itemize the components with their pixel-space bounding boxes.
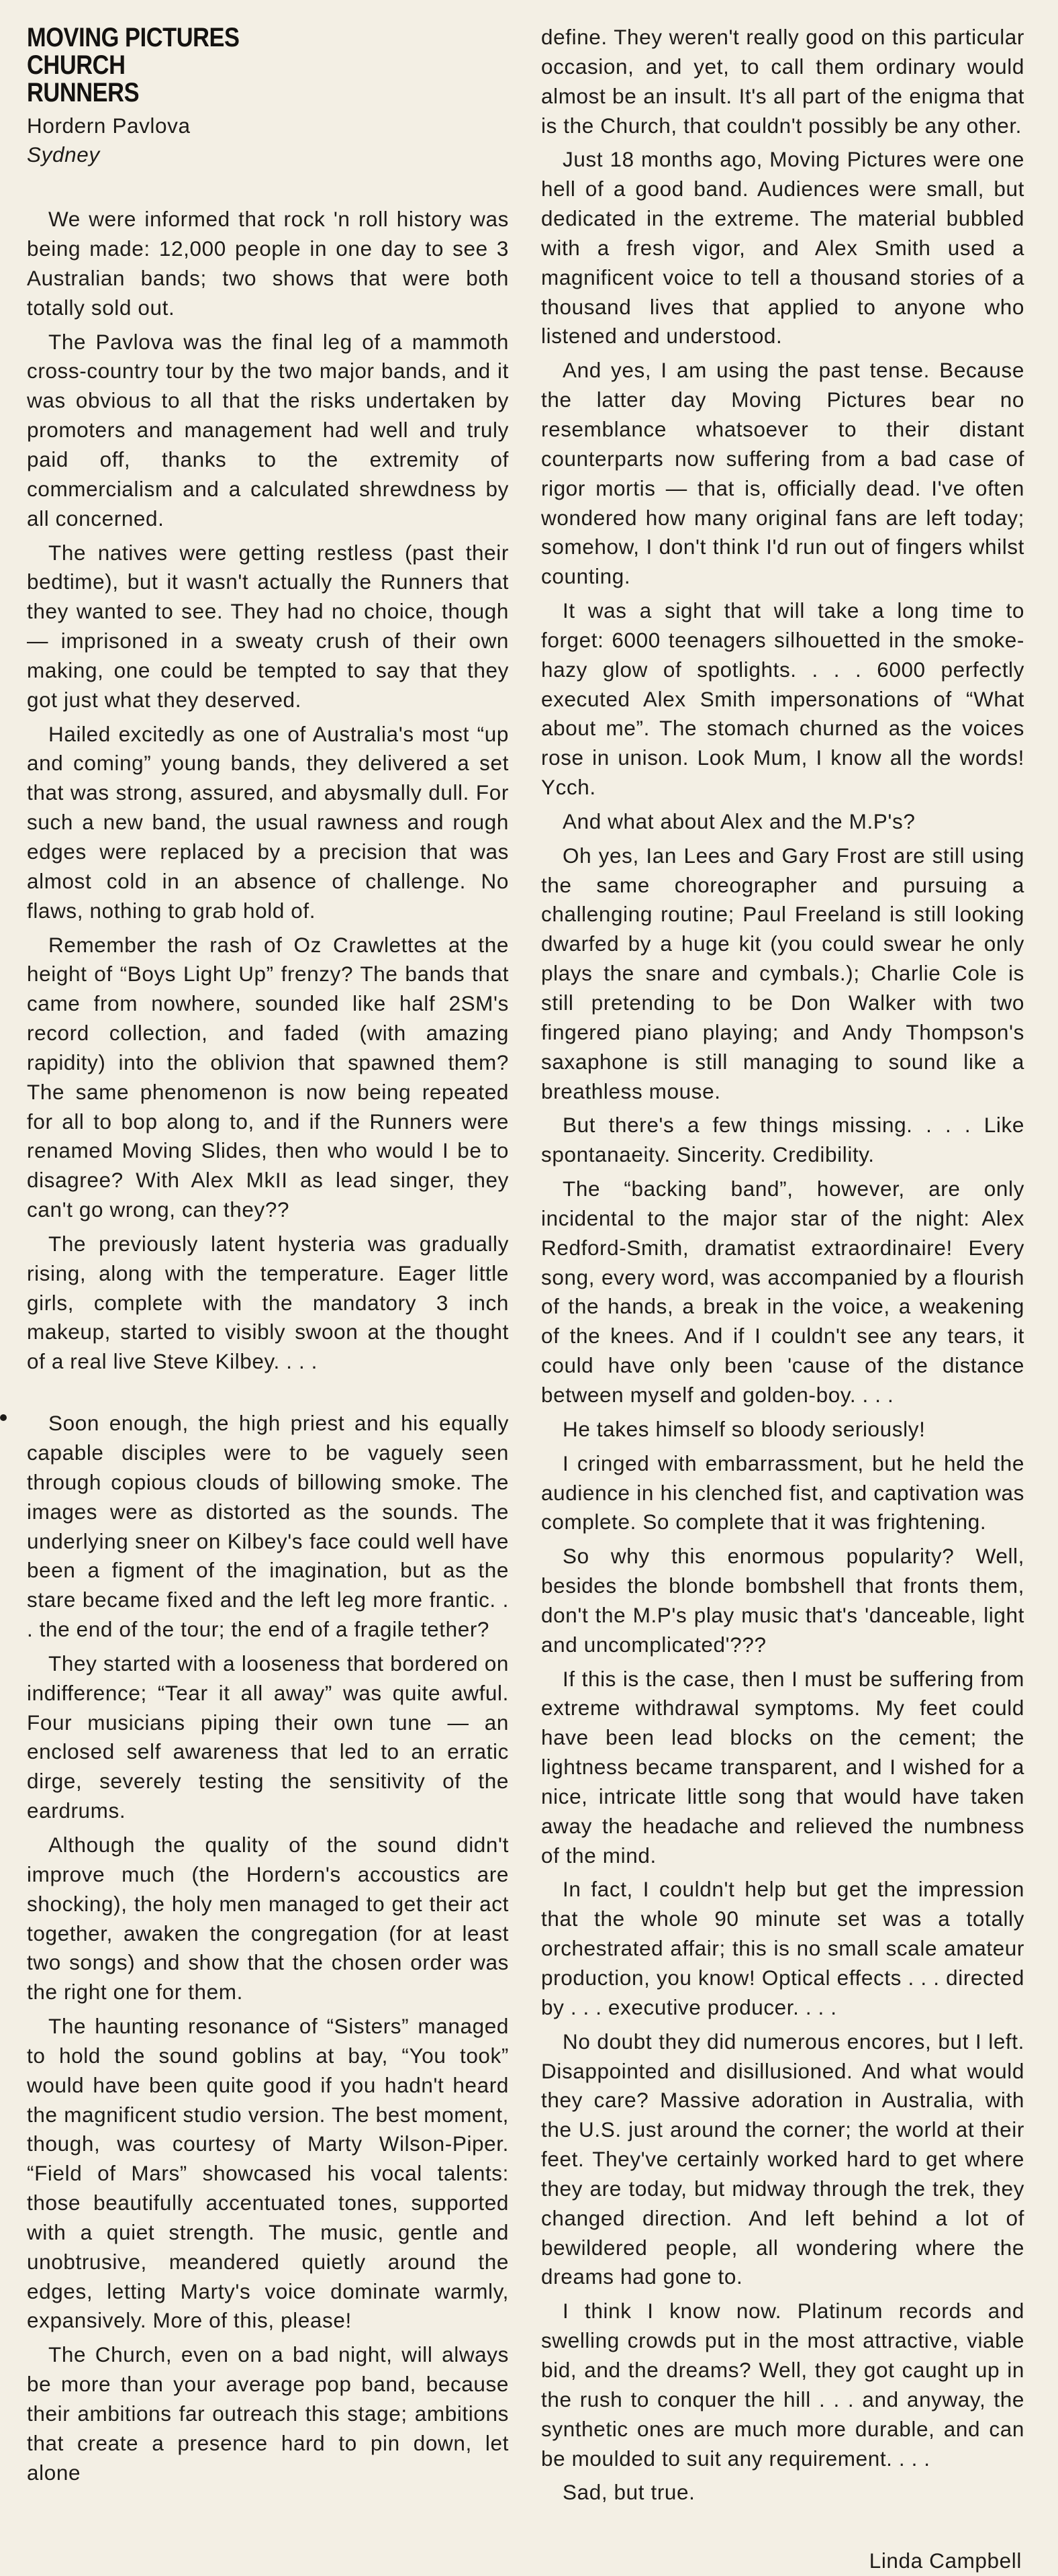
right-paragraph: Sad, but true.	[563, 2480, 695, 2505]
band-title-2: CHURCH	[27, 50, 126, 81]
band-title-3: RUNNERS	[27, 78, 140, 108]
left-column	[27, 24, 509, 2493]
author-signature: Linda Campbell	[869, 2548, 1022, 2573]
right-paragraph: I think I know now. Platinum records and swelling crowds put in the most attractive, viable bid, and the dreams? Well, they got caught up in the rush to conquer the hill . . . and anyway, the synthetic ones are much more durable, and can be moulded to suit any requirement. . . .	[541, 2299, 1024, 2471]
right-paragraph: And yes, I am using the past tense. Because the latter day Moving Pictures bear no resemblance whatsoever to their distant counterparts now suffering from a bad case of rigor mortis — that is, officially dead. I've often wondered how many original fans are left today; somehow, I don't think I'd run out of fingers whilst counting.	[541, 358, 1024, 589]
right-paragraph: So why this enormous popularity? Well, besides the blonde bombshell that fronts them, don't the M.P's play music that's 'danceable, light and uncomplicated'???	[541, 1544, 1024, 1657]
left-paragraph: The Church, even on a bad night, will always be more than your average pop band, because their ambitions far outreach this stage; ambitions that create a presence hard to pin down, let alone	[27, 2342, 509, 2485]
left-paragraph: The haunting resonance of “Sisters” managed to hold the sound goblins at bay, “You took” would have been quite good if you hadn't heard the magnificent studio version. The best moment, though, was courtesy of Marty Wilson-Piper. “Field of Mars” showcased his vocal talents: those beautifully accentuated tones, supported with a quiet strength. The music, gentle and unobtrusive, meandered quietly around the edges, letting Marty's voice dominate warmly, expansively. More of this, please!	[27, 2014, 509, 2333]
band-title-1: MOVING PICTURES	[27, 23, 240, 52]
left-paragraph: Although the quality of the sound didn't improve much (the Hordern's accoustics are shocking), the holy men managed to get their act together, awaken the congregation (for at least two songs) and show that the chosen order was the right one for them.	[27, 1832, 509, 2005]
venue-city: Sydney	[27, 142, 100, 167]
left-paragraph: We were informed that rock 'n roll history was being made: 12,000 people in one day to see 3 Australian bands; two shows that were both totally sold out.	[27, 207, 509, 320]
right-paragraph: Just 18 months ago, Moving Pictures were one hell of a good band. Audiences were small, but dedicated in the extreme. The material bubbled with a fresh vigor, and Alex Smith used a magnificent voice to tell a thousand stories of a thousand lives that applied to anyone who listened and understood.	[541, 147, 1024, 349]
right-paragraph: In fact, I couldn't help but get the impression that the whole 90 minute set was a totally orchestrated affair; this is no small scale amateur production, you know! Optical effects . . . directed by . . . executive producer. . . .	[541, 1877, 1024, 2019]
right-paragraph: The “backing band”, however, are only incidental to the major star of the night: Alex Redford-Smith, dramatist extraordinaire! Every song, every word, was accompanied by a flourish of the hands, a break in the voice, a weakening of the knees. And if I couldn't see any tears, it could have only been 'cause of the distance between myself and golden-boy. . . .	[541, 1177, 1024, 1407]
left-paragraph: The Pavlova was the final leg of a mammoth cross-country tour by the two major bands, and it was obvious to all that the risks undertaken by promoters and management had well and truly paid off, thanks to the extremity of commercialism and a calculated shrewdness by all concerned.	[27, 329, 509, 531]
left-paragraph: Remember the rash of Oz Crawlettes at the height of “Boys Light Up” frenzy? The bands that came from nowhere, sounded like half 2SM's record collection, and faded (with amazing rapidity) into the oblivion that spawned them? The same phenomenon is now being repeated for all to bop along to, and if the Runners were renamed Moving Slides, then who would I be to disagree? With Alex MkII as lead singer, they can't go wrong, can they??	[27, 932, 509, 1222]
right-paragraph: Oh yes, Ian Lees and Gary Frost are still using the same choreographer and pursuing a challenging routine; Paul Freeland is still looking dwarfed by a huge kit (you could swear he only plays the snare and cymbals.); Charlie Cole is still pretending to be Don Walker with two fingered piano playing; and Andy Thompson's saxaphone is still managing to sound like a breathless mouse.	[541, 843, 1024, 1103]
right-paragraph: If this is the case, then I must be suffering from extreme withdrawal symptoms. My feet could have been lead blocks on the cement; the lightness became transparent, and I wished for a nice, intricate little song that would have taken away the headache and relieved the numbness of the mind.	[541, 1666, 1024, 1868]
right-paragraph: And what about Alex and the M.P's?	[563, 809, 916, 833]
right-paragraph: But there's a few things missing. . . . Like spontanaeity. Sincerity. Credibility.	[541, 1113, 1024, 1167]
left-paragraph: The previously latent hysteria was gradually rising, along with the temperature. Eager little girls, complete with the mandatory 3 inch makeup, started to visibly swoon at the thought of a real live Steve Kilbey. . . .	[27, 1231, 509, 1374]
left-paragraph: They started with a looseness that bordered on indifference; “Tear it all away” was quite awful. Four musicians piping their own tune — an enclosed self awareness that led to an erratic dirge, severely testing the sensitivity of the eardrums.	[27, 1651, 509, 1823]
right-paragraph: He takes himself so bloody seriously!	[563, 1416, 926, 1441]
right-paragraph: No doubt they did numerous encores, but I left. Disappointed and disillusioned. And what would they care? Massive adoration in Australia, with the U.S. just around the corner; the world at their feet. They've certainly worked hard to get where they are today, but midway through the trek, they changed direction. And left behind a lot of bewildered people, all wondering where the dreams had gone to.	[541, 2029, 1024, 2289]
right-paragraph: define. They weren't really good on this particular occasion, and yet, to call them ordinary would almost be an insult. It's all part of the enigma that is the Church, that couldn't possibly be any other.	[541, 25, 1024, 138]
right-paragraph: It was a sight that will take a long time to forget: 6000 teenagers silhouetted in the smoke-hazy glow of spotlights. . . . 6000 perfectly executed Alex Smith impersonations of “What about me”. The stomach churned as the voices rose in unison. Look Mum, I know all the words! Ycch.	[541, 598, 1024, 800]
margin-bullet	[0, 1414, 7, 1421]
left-paragraph: Hailed excitedly as one of Australia's most “up and coming” young bands, they delivered a set that was strong, assured, and abysmally dull. For such a new band, the usual rawness and rough edges were replaced by a precision that was almost cold in an absence of challenge. No flaws, nothing to grab hold of.	[27, 721, 509, 923]
right-column	[541, 23, 1024, 2576]
right-paragraph: I cringed with embarrassment, but he held the audience in his clenched fist, and captivation was complete. So complete that it was frightening.	[541, 1451, 1024, 1534]
left-paragraph: Soon enough, the high priest and his equally capable disciples were to be vaguely seen through copious clouds of billowing smoke. The images were as distorted as the sounds. The underlying sneer on Kilbey's face could well have been a figment of the imagination, but as the stare became fixed and the left leg more frantic. . . the end of the tour; the end of a fragile tether?	[27, 1411, 509, 1642]
left-paragraph: The natives were getting restless (past their bedtime), but it wasn't actually the Runners that they wanted to see. They had no choice, though — imprisoned in a sweaty crush of their own making, one could be tempted to say that they got just what they deserved.	[27, 540, 509, 712]
venue-name: Hordern Pavlova	[27, 113, 191, 138]
